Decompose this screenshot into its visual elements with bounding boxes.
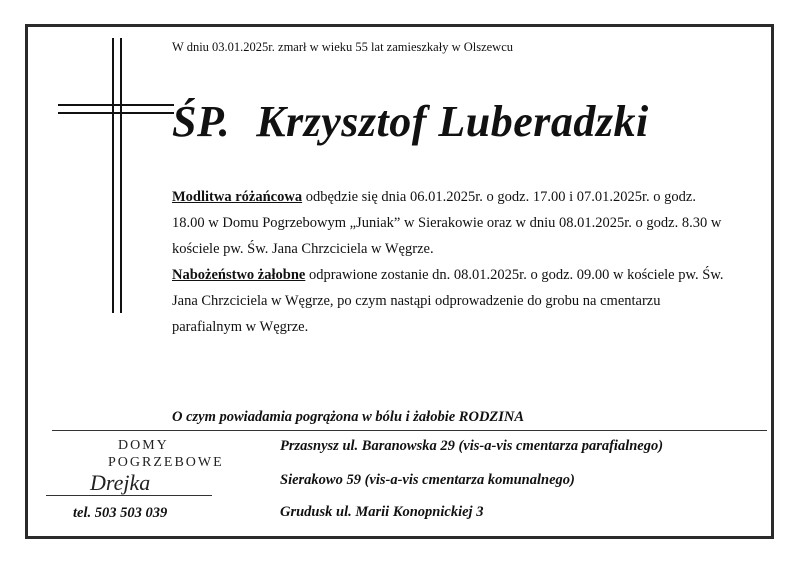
death-intro-text: W dniu 03.01.2025r. zmarł w wieku 55 lat zamieszkały w Olszewcu	[172, 40, 514, 54]
name-prefix: ŚP.	[172, 97, 231, 146]
logo-underline	[46, 495, 212, 496]
deceased-name: Krzysztof Luberadzki	[256, 97, 649, 146]
notice-body	[172, 184, 732, 340]
funeral-mass-paragraph	[172, 262, 732, 340]
family-closing-text: O czym powiadamia pogrążona w bólu i żałobie RODZINA	[172, 409, 525, 425]
rosary-lead: Modlitwa różańcowa	[172, 189, 303, 205]
address-grudusk: Grudusk ul. Marii Konopnickiej 3	[280, 504, 484, 520]
address-sierakowo: Sierakowo 59 (vis-a-vis cmentarza komunalnego)	[280, 472, 575, 488]
rosary-text: odbędzie się dnia 06.01.2025r. o godz. 17.00 i 07.01.2025r. o godz. 18.00 w Domu Pogrzebowym „Juniak” w Sierakowie oraz w dniu 08.01.2025r. o godz. 8.30 w kościele pw. Św. Jana Chrzciciela w Węgrze.	[172, 189, 722, 257]
funeral-home-logo	[40, 436, 224, 496]
logo-line-domy: DOMY	[118, 438, 169, 453]
funeral-mass-text: odprawione zostanie dn. 08.01.2025r. o godz. 09.00 w kościele pw. Św. Jana Chrzciciela w Węgrze, po czym nastąpi odprowadzenie do grobu na cmentarzu parafialnym w Węgrze.	[172, 267, 724, 335]
phone-number: tel. 503 503 039	[73, 505, 168, 521]
funeral-mass-lead: Nabożeństwo żałobne	[172, 267, 306, 283]
logo-line-pogrzebowe: POGRZEBOWE	[108, 455, 224, 470]
rosary-paragraph	[172, 184, 732, 262]
footer-divider	[52, 430, 767, 431]
logo-line-drejka: Drejka	[90, 470, 151, 495]
deceased-name-heading	[172, 96, 649, 147]
address-przasnysz: Przasnysz ul. Baranowska 29 (vis-a-vis cmentarza parafialnego)	[280, 438, 664, 454]
